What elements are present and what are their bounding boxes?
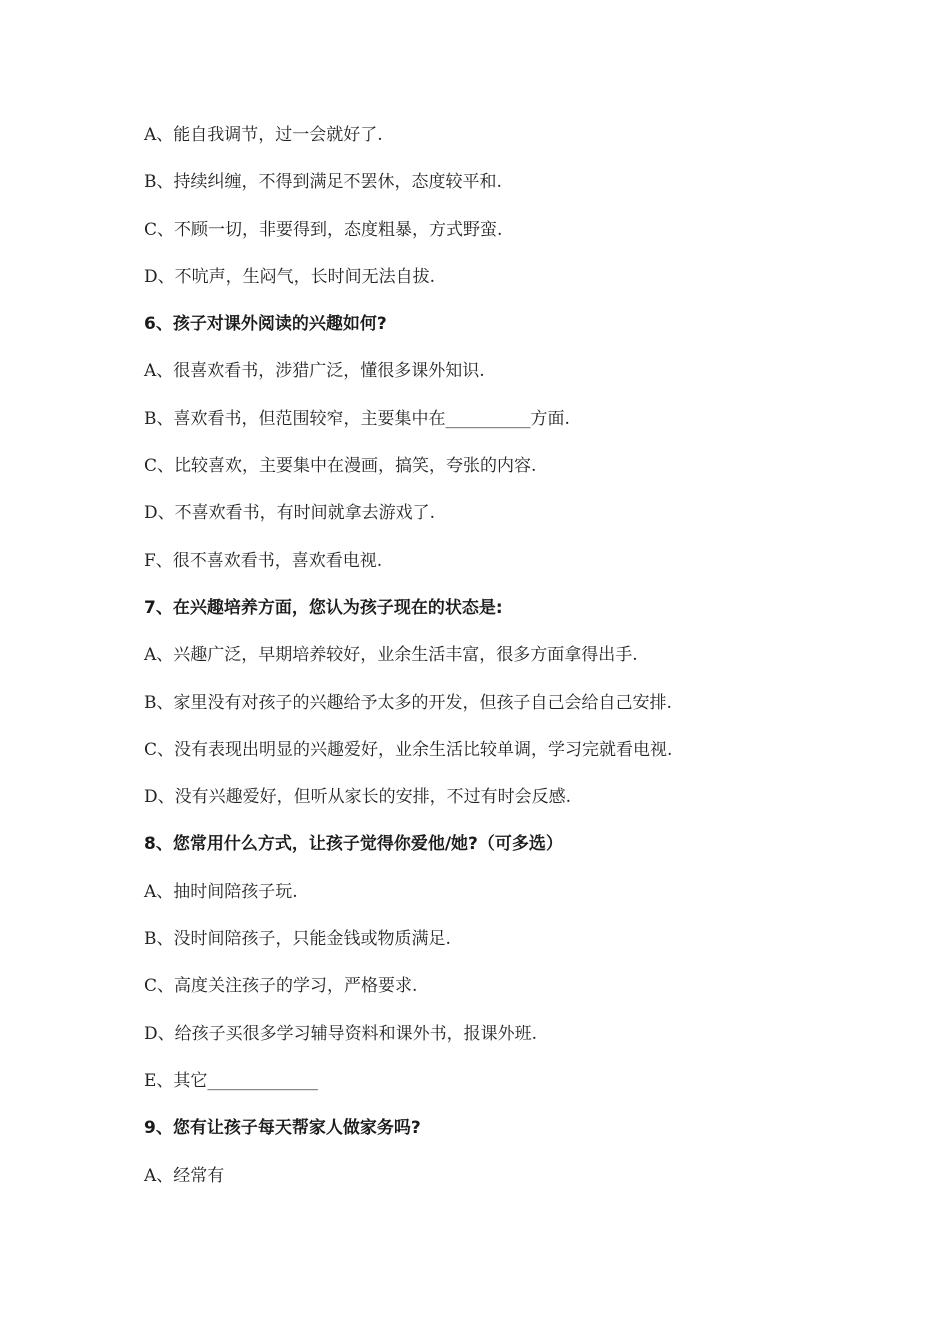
q5-option-d: D、不吭声，生闷气，长时间无法自拔. [144,266,436,287]
q8-option-c: C、高度关注孩子的学习，严格要求. [144,976,418,997]
question-6: 6、孩子对课外阅读的兴趣如何? [144,314,387,335]
q5-option-a: A、能自我调节，过一会就好了. [144,125,383,145]
question-7: 7、在兴趣培养方面，您认为孩子现在的状态是: [144,597,503,618]
q6-option-b: B、喜欢看书，但范围较窄，主要集中在__________方面. [144,408,570,429]
q6-option-a: A、很喜欢看书，涉猎广泛，懂很多课外知识. [144,361,485,382]
q7-option-b: B、家里没有对孩子的兴趣给予太多的开发，但孩子自己会给自己安排. [144,692,672,713]
q8-option-e: E、其它_____________ [144,1070,318,1091]
document-page [144,120,914,1208]
q5-option-c: C、不顾一切，非要得到，态度粗暴，方式野蛮. [144,219,503,240]
question-9: 9、您有让孩子每天帮家人做家务吗? [144,1118,421,1139]
q8-option-d: D、给孩子买很多学习辅导资料和课外书，报课外班. [144,1023,538,1044]
q9-option-a: A、经常有 [144,1165,225,1186]
q5-option-b: B、持续纠缠，不得到满足不罢休，态度较平和. [144,172,502,193]
q7-option-c: C、没有表现出明显的兴趣爱好，业余生活比较单调，学习完就看电视. [144,739,673,760]
q8-option-a: A、抽时间陪孩子玩. [144,881,298,902]
q7-option-d: D、没有兴趣爱好，但听从家长的安排，不过有时会反感. [144,787,572,808]
q6-option-d: D、不喜欢看书，有时间就拿去游戏了. [144,503,436,524]
q7-option-a: A、兴趣广泛，早期培养较好，业余生活丰富，很多方面拿得出手. [144,645,638,666]
question-8: 8、您常用什么方式，让孩子觉得你爱他/她?（可多选） [144,834,563,855]
q6-option-f: F、很不喜欢看书，喜欢看电视. [144,550,383,571]
q6-option-c: C、比较喜欢，主要集中在漫画，搞笑，夸张的内容. [144,456,537,477]
q8-option-b: B、没时间陪孩子，只能金钱或物质满足. [144,929,451,950]
